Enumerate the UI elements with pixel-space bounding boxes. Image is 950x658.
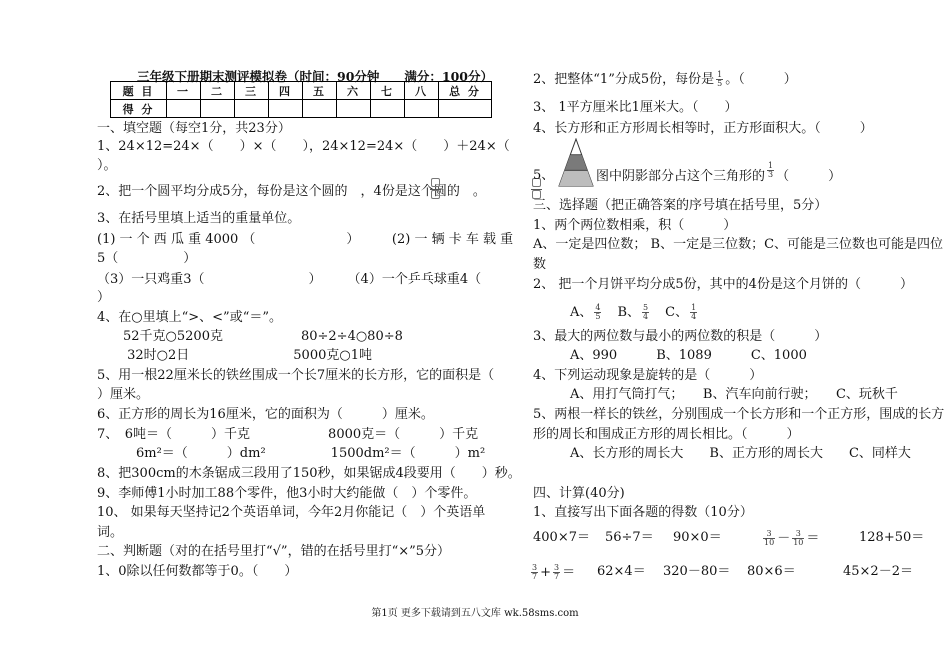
question-line: (1) 一 个 西 瓜 重 4000 （ ） (2) 一 辆 卡 车 载 重 xyxy=(97,232,514,247)
score-table-header-row xyxy=(111,82,492,100)
question-text: 2、把整体“1”分成5份，每份是 xyxy=(533,72,715,87)
score-cell: 五 xyxy=(303,82,337,100)
fraction xyxy=(767,162,774,179)
score-cell: 七 xyxy=(371,82,405,100)
fraction-numerator: 1 xyxy=(717,70,723,79)
score-table-score-row xyxy=(111,100,492,118)
question-line: 52千克○5200克 80÷2÷4○80÷8 xyxy=(97,329,403,344)
score-input-cell[interactable] xyxy=(201,100,235,118)
score-cell: 六 xyxy=(337,82,371,100)
score-input-cell[interactable] xyxy=(371,100,405,118)
options-line: A、用打气筒打气； B、汽车向前行驶； C、玩秋千 xyxy=(570,387,898,402)
calc-item: $\frac{3}{7}$ + $\frac{3}{7}$ ＝ xyxy=(532,563,576,581)
question-text: 5、 xyxy=(533,168,555,183)
score-cell: 八 xyxy=(405,82,439,100)
question-line xyxy=(533,71,797,88)
fraction-denominator: 4 xyxy=(643,312,649,321)
score-input-cell[interactable] xyxy=(303,100,337,118)
fraction xyxy=(553,564,560,581)
score-input-cell[interactable] xyxy=(269,100,303,118)
option-label: B、 xyxy=(617,305,641,320)
section-title-calc: 四、计算(40分) xyxy=(533,486,625,501)
calc-item: 400×7＝ xyxy=(533,530,590,545)
question-line: 6、正方形的周长为16厘米，它的面积为（ ）厘米。 xyxy=(97,407,434,422)
question-line: ）。 xyxy=(97,158,117,173)
question-text: 。（ ） xyxy=(725,72,797,87)
options-line: A、长方形的周长大 B、正方形的周长大 C、同样大 xyxy=(570,446,911,461)
question-text: 图中阴影部分占这个三角形的 xyxy=(596,169,766,184)
question-line: 5、用一根22厘米长的铁丝围成一个长7厘米的长方形，它的面积是（ xyxy=(97,368,495,383)
page-footer: 第1页 更多下载请到五八文库 wk.58sms.com xyxy=(371,608,579,619)
fraction xyxy=(763,530,775,547)
question-line: 形的周长和围成正方形的周长相比。（ ） xyxy=(533,427,800,442)
fraction-numerator: 3 xyxy=(763,530,775,539)
score-table xyxy=(110,81,492,118)
question-text: 2、把一个圆平均分成5分，每份是这个圆的 ，4份是这个圆的 。 xyxy=(97,184,486,199)
options-line xyxy=(570,304,699,321)
question-line: 1、直接写出下面各题的得数（10分） xyxy=(533,505,753,520)
triangle-light-band xyxy=(559,170,593,186)
calc-item: 56÷7＝ xyxy=(605,530,654,545)
question-line: 10、 如果每天坚持记2个英语单词，今年2月你能记（ ）个英语单 xyxy=(97,505,486,520)
score-input-cell[interactable] xyxy=(235,100,269,118)
question-line: 4、在○里填上“>、<”或“＝”。 xyxy=(97,310,282,325)
calc-item: 62×4＝ xyxy=(597,564,646,579)
question-line: （3）一只鸡重3（ ） （4）一个乒乓球重4（ xyxy=(97,272,482,287)
question-line: 3、在括号里填上适当的重量单位。 xyxy=(97,211,301,226)
question-line: 词。 xyxy=(97,525,124,540)
score-cell: 得 分 xyxy=(111,100,167,118)
score-cell: 四 xyxy=(269,82,303,100)
score-input-cell[interactable] xyxy=(405,100,439,118)
fraction-numerator: 1 xyxy=(691,303,697,312)
question-line: 8、把300cm的木条锯成三段用了150秒，如果锯成4段要用（ ）秒。 xyxy=(97,466,521,481)
option-label: A、 xyxy=(570,305,593,320)
question-line: 32时○2日 5000克○1吨 xyxy=(97,348,372,363)
fraction-denominator: 7 xyxy=(532,572,538,581)
fraction-denominator: 5 xyxy=(595,312,601,321)
question-line: 5（ ） xyxy=(97,251,197,266)
fraction-denominator: 5 xyxy=(717,79,723,88)
score-cell: 二 xyxy=(201,82,235,100)
page-title: 三年级下册期末测评模拟卷（时间：90分钟 满分：100分） xyxy=(137,69,493,84)
calc-item: 45×2－2＝ xyxy=(843,564,913,579)
fraction-numerator: 1 xyxy=(768,161,774,170)
question-line: 1、0除以任何数都等于0。（ ） xyxy=(97,564,298,579)
score-cell: 三 xyxy=(235,82,269,100)
question-line: 4、长方形和正方形周长相等时，正方形面积大。（ ） xyxy=(533,121,873,136)
question-line: 5、两根一样长的铁丝，分别围成一个长方形和一个正方形，围成的长方 xyxy=(533,407,945,422)
fraction-numerator: 5 xyxy=(643,303,649,312)
question-line: 3、最大的两位数与最小的两位数的积是（ ） xyxy=(533,329,828,344)
fraction-numerator: 3 xyxy=(532,563,538,572)
calc-equals: ＝ xyxy=(806,531,820,546)
question-line: 4、下列运动现象是旋转的是（ ） xyxy=(533,368,763,383)
question-line: 1、两个两位数相乘，积（ ） xyxy=(533,218,737,233)
score-cell: 题 目 xyxy=(111,82,167,100)
fraction xyxy=(531,564,538,581)
calc-equals: ＝ xyxy=(562,565,576,580)
fraction xyxy=(716,71,723,88)
question-line: 9、李师傅1小时加工88个零件，他3小时大约能做（ ）个零件。 xyxy=(97,486,477,501)
score-input-cell[interactable] xyxy=(337,100,371,118)
score-cell: 一 xyxy=(167,82,201,100)
fraction xyxy=(642,304,649,321)
fraction-blank[interactable] xyxy=(428,178,443,201)
triangle-shaded-band xyxy=(565,155,588,171)
fraction-denominator: 7 xyxy=(554,572,560,581)
score-input-cell[interactable] xyxy=(167,100,201,118)
question-line xyxy=(533,168,554,184)
calc-item: 320－80＝ xyxy=(663,564,731,579)
question-line: 6m²＝（ ）dm² 1500dm²＝（ ）m² xyxy=(97,446,486,461)
fraction-numerator: 4 xyxy=(595,303,601,312)
fraction xyxy=(792,530,804,547)
score-cell: 总 分 xyxy=(439,82,492,100)
question-line: 2、 把一个月饼平均分成5份，其中的4份是这个月饼的（ ） xyxy=(533,277,913,292)
section-title-choice: 三、选择题（把正确答案的序号填在括号里，5分） xyxy=(533,198,828,213)
fraction-numerator: 3 xyxy=(792,530,804,539)
question-line: ）厘米。 xyxy=(97,387,150,402)
question-line: 3、 1平方厘米比1厘米大。（ ） xyxy=(533,100,738,115)
fraction xyxy=(594,304,601,321)
fraction-denominator: 4 xyxy=(691,312,697,321)
calc-item: 128+50＝ xyxy=(859,530,925,545)
calc-item: 90×0＝ xyxy=(673,530,722,545)
triangle-figure xyxy=(558,138,594,188)
fraction-denominator: 10 xyxy=(764,538,775,547)
calc-item: 80×6＝ xyxy=(747,564,796,579)
score-input-cell[interactable] xyxy=(439,100,492,118)
fraction-denominator: 3 xyxy=(768,170,774,179)
fraction-denominator: 10 xyxy=(793,538,804,547)
question-text: （ ） xyxy=(776,169,842,184)
question-line: ） xyxy=(97,290,111,305)
question-line: 7、 6吨＝（ ）千克 8000克＝（ ）千克 xyxy=(97,427,479,442)
calc-item: $\frac{3}{10}$ － $\frac{3}{10}$ ＝ xyxy=(764,529,820,547)
section-title-judge: 二、判断题（对的在括号里打“√”，错的在括号里打“×”5分） xyxy=(97,544,451,559)
section-title-fill-blank: 一、填空题（每空1分，共23分） xyxy=(97,121,291,136)
option-label: C、 xyxy=(665,305,689,320)
question-line xyxy=(596,161,842,185)
question-line: A、一定是四位数； B、一定是三位数；C、可能是三位数也可能是四位 xyxy=(533,237,944,252)
fraction-numerator: 3 xyxy=(554,563,560,572)
question-line: 1、24×12=24×（ ）×（ ），24×12=24×（ ）＋24×（ xyxy=(97,139,510,154)
question-line: 数 xyxy=(533,257,547,272)
fraction xyxy=(690,304,697,321)
options-line: A、990 B、1089 C、1000 xyxy=(570,348,807,363)
